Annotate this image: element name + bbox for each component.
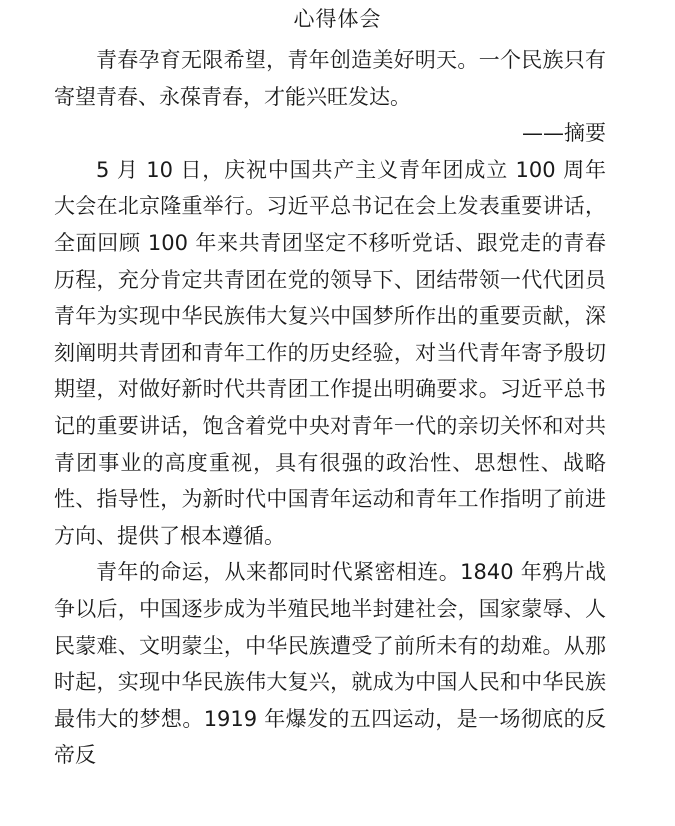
body-paragraph-2: 青年的命运，从来都同时代紧密相连。1840 年鸦片战争以后，中国逐步成为半殖民地半封建社会，国家蒙辱、人民蒙难、文明蒙尘，中华民族遭受了前所未有的劫难。从那时起，实现中华民族伟大复兴，就成为中国人民和中华民族最伟大的梦想。1919 年爆发的五四运动，是一场彻底的反帝反 [54, 560, 606, 768]
epigraph-paragraph: 青春孕育无限希望，青年创造美好明天。一个民族只有寄望青春、永葆青春，才能兴旺发达。 [54, 48, 606, 109]
epigraph-source: ——摘要 [522, 121, 606, 146]
body-paragraph-1: 5 月 10 日，庆祝中国共产主义青年团成立 100 周年大会在北京隆重举行。习近平总书记在会上发表重要讲话，全面回顾 100 年来共青团坚定不移听党话、跟党走的青春历程，充分肯定共青团在党的领导下、团结带领一代代团员青年为实现中华民族伟大复兴中国梦所作出的重要贡献，深刻阐明共青团和青年工作的历史经验，对当代青年寄予殷切期望，对做好新时代共青团工作提出明确要求。习近平总书记的重要讲话，饱含着党中央对青年一代的亲切关怀和对共青团事业的高度重视，具有很强的政治性、思想性、战略性、指导性，为新时代中国青年运动和青年工作指明了前进方向、提供了根本遵循。 [54, 157, 606, 548]
document-title: 心得体会 [293, 7, 382, 31]
document-body [54, 42, 606, 774]
